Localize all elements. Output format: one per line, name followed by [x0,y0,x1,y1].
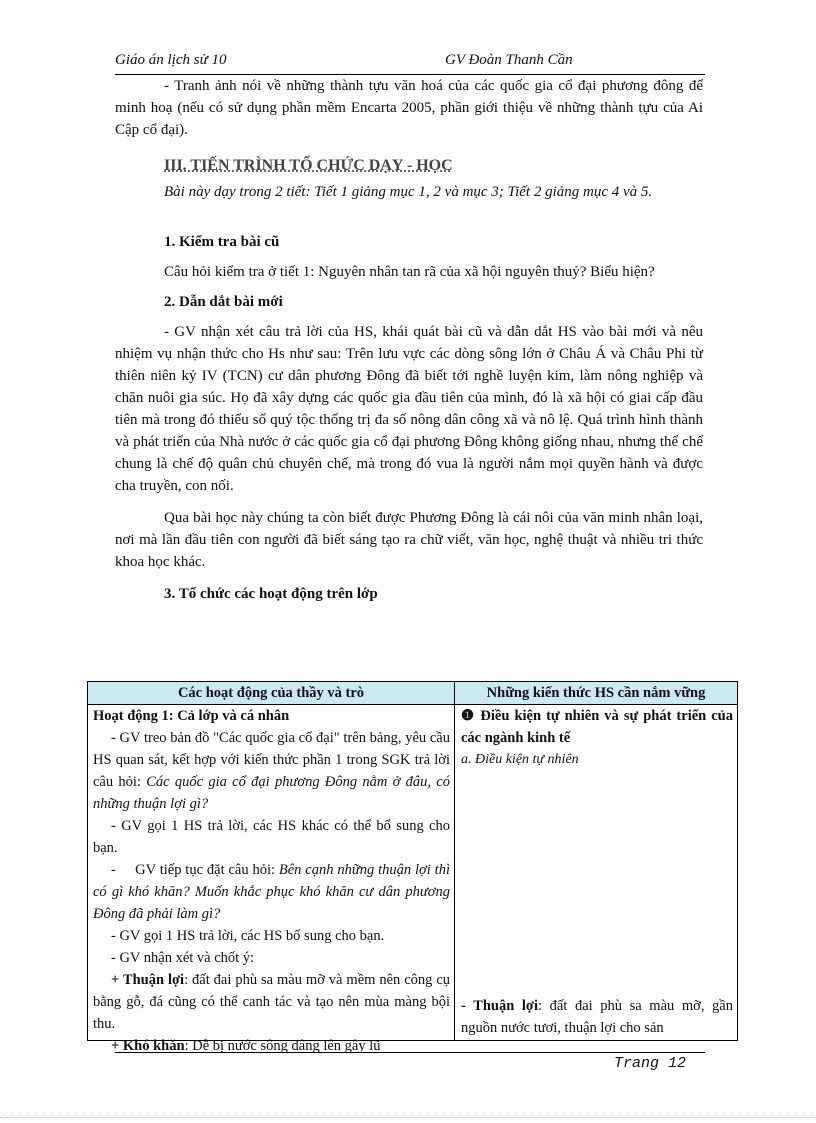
activity-step: - GV treo bản đồ "Các quốc gia cổ đại" trên bảng, yêu cầu HS quan sát, kết hợp với kiến thức phần 1 trong SGK trả lời câu hỏi: Các quốc gia cổ đại phương Đông nằm ở đâu, có những thuận lợi gì? [93,730,450,812]
table-row [88,705,737,1054]
activity-step: - GV gọi 1 HS trả lời, các HS bổ sung cho bạn. [111,928,385,944]
table-header-activities: Các hoạt động của thầy và trò [88,682,455,704]
activity-step: - GV tiếp tục đặt câu hỏi: Bên cạnh những thuận lợi thì có gì khó khăn? Muốn khắc phục khó khăn cư dân phương Đông đã phải làm gì? [93,862,450,922]
activity-step: - GV gọi 1 HS trả lời, các HS khác có thể bổ sung cho bạn. [93,818,450,856]
knowledge-cell [455,705,737,1041]
section-title: III. TIẾN TRÌNH TỔ CHỨC DẠY - HỌC [164,157,453,174]
activity-step: + Khó khăn: Dễ bị nước sông dâng lên gây lũ [111,1038,381,1054]
activity-step: + Thuận lợi: đất đai phù sa màu mỡ và mềm nên công cụ bằng gỗ, đá cũng có thể canh tác và tạo nên mùa màng bội thu. [93,972,451,1032]
heading-review: 1. Kiểm tra bài cũ [164,234,280,250]
header-subject: Giáo án lịch sử 10 [115,52,227,68]
knowledge-point: - Thuận lợi: đất đai phù sa màu mỡ, gần nguồn nước tươi, thuận lợi cho sản [461,998,733,1036]
intro-lesson-p1: - GV nhận xét câu trả lời của HS, khái quát bài cũ và dẫn dắt HS vào bài mới và nêu nhiệm vụ nhận thức cho Hs như sau: Trên lưu vực các dòng sông lớn ở Châu Á và Châu Phi từ thiên niên kỷ IV (TCN) cư dân phương Đông đã biết tới nghề luyện kim, làm nông nghiệp và chăn nuôi gia súc. Họ đã xây dựng các quốc gia đầu tiên của mình, đó là xã hội có giai cấp đầu tiên mà trong đó thiểu số quý tộc thống trị đa số nông dân công xã và nô lệ. Quá trình hình thành và phát triển của Nhà nước ở các quốc gia cổ đại phương Đông không giống nhau, nhưng thể chế chung là chế độ quân chủ chuyên chế, mà trong đó vua là người nắm mọi quyền hành và được cha truyền, con nối. [115,324,703,494]
document-body [115,75,703,605]
intro-paragraph: - Tranh ảnh nói về những thành tựu văn hoá của các quốc gia cổ đại phương đông để minh hoạ (nếu có sử dụng phần mềm Encarta 2005, phần giới thiệu về những thành tựu của Ai Cập cổ đại). [115,78,703,138]
header-author: GV Đoàn Thanh Cần [445,52,573,68]
heading-intro-lesson: 2. Dẫn dắt bài mới [164,294,283,310]
review-question: Câu hỏi kiểm tra ở tiết 1: Nguyên nhân tan rã của xã hội nguyên thuỷ? Biểu hiện? [164,264,655,280]
table-header [88,682,737,705]
section-note: Bài này dạy trong 2 tiết: Tiết 1 giảng mục 1, 2 và mục 3; Tiết 2 giảng mục 4 và 5. [164,184,653,200]
knowledge-heading: ❶ Điều kiện tự nhiên và sự phát triển của các ngành kinh tế [461,708,733,746]
table-header-knowledge: Những kiến thức HS cần nắm vững [486,685,706,701]
knowledge-subheading: a. Điều kiện tự nhiên [461,752,579,767]
page-number: Trang 12 [614,1055,687,1072]
activities-cell [88,705,455,1054]
intro-lesson-p2: Qua bài học này chúng ta còn biết được Phương Đông là cái nôi của văn minh nhân loại, nơi mà lần đầu tiên con người đã biết sáng tạo ra chữ viết, văn học, nghệ thuật và nhiều tri thức khoa học khác. [115,510,703,570]
activity-heading: Hoạt động 1: Cả lớp và cá nhân [93,708,290,724]
activity-step: - GV nhận xét và chốt ý: [111,950,255,966]
footer-divider [115,1052,705,1053]
heading-activities: 3. Tổ chức các hoạt động trên lớp [164,586,378,602]
lesson-table [87,681,738,1054]
page-bottom-border [0,1117,816,1118]
page-header [115,50,705,75]
